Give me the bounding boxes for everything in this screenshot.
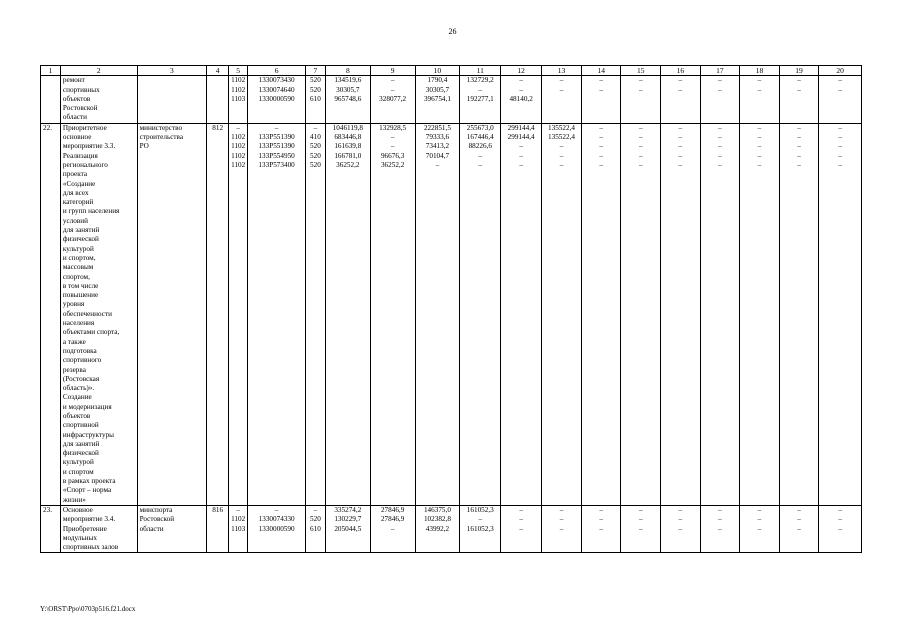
value-cell: – (797, 151, 801, 160)
value-cell: 135522,4 (548, 123, 575, 132)
value-cell: – (718, 515, 722, 524)
value-cell: – (797, 515, 801, 524)
value-column (700, 76, 740, 123)
value-cell: – (718, 505, 722, 514)
value-column (415, 76, 460, 123)
value-cell: – (718, 76, 722, 85)
header-cell: 5 (229, 66, 248, 76)
header-cell: 14 (581, 66, 621, 76)
header-cell: 1 (41, 66, 61, 76)
value-cell: – (678, 85, 683, 94)
value-cell: 520 (310, 85, 321, 94)
value-cell: 1102 (231, 142, 246, 151)
value-cell: – (638, 76, 643, 85)
value-cell: – (838, 76, 842, 85)
value-column (370, 505, 415, 552)
value-cell: – (718, 160, 722, 169)
value-cell (742, 95, 777, 104)
value-cell: – (599, 515, 603, 524)
value-column (621, 76, 661, 123)
value-cell: – (718, 133, 722, 142)
value-cell: – (559, 505, 564, 514)
value-cell: – (757, 160, 762, 169)
value-cell (663, 95, 698, 104)
value-cell: – (559, 76, 564, 85)
value-cell: – (638, 142, 643, 151)
value-cell: 132928,5 (379, 123, 407, 132)
header-cell: 13 (542, 66, 582, 76)
value-column (621, 505, 661, 552)
value-cell: 520 (310, 515, 321, 524)
table-row (41, 505, 862, 552)
value-cell: 520 (310, 76, 321, 85)
value-cell: – (519, 160, 523, 169)
value-cell: 48140,2 (509, 94, 533, 103)
value-cell: – (797, 524, 801, 533)
value-cell: – (599, 133, 603, 142)
value-cell: – (838, 505, 842, 514)
value-cell: 299144,4 (507, 123, 535, 132)
header-cell: 17 (700, 66, 740, 76)
measure-name: ремонт спортивных объектов Ростовской области (60, 76, 137, 123)
measure-name: Приоритетное основное мероприятие 3.3. Реализация регионального проекта «Создание для всех категорий и групп населения условий для занятий физической культурой и спортом, массовым спортом, в том числе повышение уровня обеспеченности населения объектами спорта, а также подготовка спортивного резерва (Ростовская область)». Создание и модернизация объектов спортивной инфраструктуры для занятий физической культурой и спортом в рамках проекта «Спорт – норма жизни» (60, 123, 137, 505)
value-column (661, 505, 701, 552)
value-cell: – (838, 160, 842, 169)
value-cell: – (757, 142, 762, 151)
header-cell: 3 (137, 66, 207, 76)
value-column (581, 123, 621, 505)
page-number: 26 (448, 27, 457, 36)
value-cell: – (390, 133, 395, 142)
grbs-code: 816 (207, 505, 229, 552)
value-cell: – (797, 505, 801, 514)
value-cell: – (274, 123, 279, 132)
value-cell: – (757, 133, 762, 142)
value-cell: – (678, 142, 683, 151)
value-cell: – (478, 151, 483, 160)
value-cell: – (559, 85, 564, 94)
value-column (370, 76, 415, 123)
value-column (248, 123, 306, 505)
header-cell: 6 (248, 66, 306, 76)
value-column (325, 505, 370, 552)
value-cell (782, 95, 817, 104)
value-column (700, 505, 740, 552)
value-cell: – (678, 123, 683, 132)
value-cell: – (757, 76, 762, 85)
header-cell: 4 (207, 66, 229, 76)
value-cell: 88226,6 (468, 142, 492, 151)
header-cell: 16 (661, 66, 701, 76)
value-cell: 328077,2 (379, 94, 407, 103)
value-cell: – (718, 524, 722, 533)
value-cell: – (797, 133, 801, 142)
value-cell: 134519,6 (334, 76, 362, 85)
value-column (740, 505, 780, 552)
value-cell: 161052,3 (466, 505, 494, 514)
footer-path: Y:\ORST\Ppo\0703p516.f21.docx (40, 605, 136, 613)
value-column (542, 123, 582, 505)
value-cell: 520 (310, 142, 321, 151)
row-number: 22. (41, 123, 61, 505)
value-cell: – (599, 85, 603, 94)
value-cell: – (638, 515, 643, 524)
value-cell: – (236, 123, 240, 132)
value-cell: 683446,8 (334, 133, 362, 142)
value-column (501, 505, 542, 552)
measure-name: Основное мероприятие 3.4. Приобретение модульных спортивных залов (60, 505, 137, 552)
value-cell: 255673,0 (466, 123, 494, 132)
value-cell: 161639,8 (334, 142, 362, 151)
value-cell: – (678, 505, 683, 514)
grbs-code (207, 76, 229, 123)
value-cell: – (757, 123, 762, 132)
value-cell: – (559, 515, 564, 524)
value-cell: – (435, 160, 440, 169)
value-cell: 520 (310, 151, 321, 160)
header-cell: 18 (740, 66, 780, 76)
value-cell: 70104,7 (425, 151, 450, 160)
value-column (229, 505, 248, 552)
value-cell: – (599, 505, 603, 514)
value-cell: – (478, 85, 483, 94)
value-column (305, 505, 325, 552)
value-column (305, 76, 325, 123)
value-cell: – (390, 85, 395, 94)
value-cell: – (519, 515, 523, 524)
value-cell: 299144,4 (507, 133, 535, 142)
value-cell: 133P573400 (258, 160, 295, 169)
value-column (415, 505, 460, 552)
value-cell: 135522,4 (548, 133, 575, 142)
executor: министерство строительства РО (137, 123, 207, 505)
value-cell: 205044,5 (334, 524, 362, 533)
executor (137, 76, 207, 123)
value-cell: 1103 (231, 524, 246, 533)
value-cell: – (638, 85, 643, 94)
value-cell: – (797, 85, 801, 94)
value-cell: 96676,3 (380, 151, 405, 160)
value-cell: 1330000590 (258, 94, 295, 103)
header-cell: 12 (501, 66, 542, 76)
value-cell: – (678, 515, 683, 524)
value-column (819, 76, 862, 123)
value-cell: – (559, 160, 564, 169)
value-cell (821, 95, 859, 104)
value-cell: 410 (310, 133, 321, 142)
value-cell: – (838, 515, 842, 524)
value-column (779, 76, 819, 123)
grbs-code: 812 (207, 123, 229, 505)
value-column (415, 123, 460, 505)
value-column (621, 123, 661, 505)
value-column (248, 505, 306, 552)
value-cell: – (638, 524, 643, 533)
value-cell: 1330073430 (258, 76, 295, 85)
value-cell (703, 95, 738, 104)
value-cell: 43992,2 (425, 524, 450, 533)
header-cell: 11 (460, 66, 501, 76)
table-row (41, 123, 862, 505)
value-cell: – (757, 505, 762, 514)
value-cell: – (797, 142, 801, 151)
value-cell: – (838, 524, 842, 533)
value-cell: 30305,7 (336, 85, 360, 94)
header-row (41, 66, 862, 76)
value-cell: 161052,3 (466, 524, 494, 533)
value-cell: – (838, 142, 842, 151)
value-cell: – (236, 505, 240, 514)
value-column (460, 505, 501, 552)
value-column (661, 123, 701, 505)
header-cell: 10 (415, 66, 460, 76)
header-cell: 7 (305, 66, 325, 76)
value-column (460, 76, 501, 123)
value-cell: – (519, 76, 523, 85)
value-cell: – (638, 133, 643, 142)
value-cell: 102382,8 (423, 515, 451, 524)
header-cell: 20 (819, 66, 862, 76)
value-cell: – (519, 505, 523, 514)
value-cell: – (838, 133, 842, 142)
value-cell: – (678, 524, 683, 533)
value-cell (584, 95, 619, 104)
value-column (542, 76, 582, 123)
value-column (661, 76, 701, 123)
budget-table (40, 65, 862, 553)
value-cell: – (274, 505, 279, 514)
row-number (41, 76, 61, 123)
value-column (460, 123, 501, 505)
value-cell: – (390, 76, 395, 85)
value-cell: – (838, 85, 842, 94)
value-cell: 335274,2 (334, 505, 362, 514)
value-cell: 27846,9 (380, 515, 405, 524)
value-cell: – (638, 123, 643, 132)
value-column (501, 123, 542, 505)
value-cell: 27846,9 (380, 505, 405, 514)
value-cell: 1046119,8 (332, 123, 363, 132)
value-column (370, 123, 415, 505)
value-cell: 146375,0 (423, 505, 451, 514)
value-cell: – (718, 85, 722, 94)
value-cell: 222851,5 (423, 123, 451, 132)
value-cell: – (838, 123, 842, 132)
value-cell: 133P554950 (258, 151, 295, 160)
value-cell: – (599, 123, 603, 132)
value-cell: 130229,7 (334, 515, 362, 524)
value-cell: – (718, 142, 722, 151)
value-cell: – (757, 85, 762, 94)
value-cell: 1103 (231, 94, 246, 103)
value-cell: – (559, 151, 564, 160)
row-number: 23. (41, 505, 61, 552)
value-column (305, 123, 325, 505)
value-column (779, 123, 819, 505)
value-cell: – (757, 515, 762, 524)
value-cell: – (390, 142, 395, 151)
value-cell (623, 95, 658, 104)
value-cell: 396754,1 (423, 94, 451, 103)
value-cell: 167446,4 (466, 133, 494, 142)
value-cell: – (797, 123, 801, 132)
value-cell: – (757, 524, 762, 533)
value-cell: 1102 (231, 76, 246, 85)
value-cell: – (599, 160, 603, 169)
value-cell: – (797, 160, 801, 169)
value-cell: 1330074640 (258, 85, 295, 94)
value-cell: 166781,0 (334, 151, 362, 160)
value-cell: – (390, 524, 395, 533)
value-column (325, 76, 370, 123)
value-cell: – (478, 515, 483, 524)
value-column (819, 505, 862, 552)
value-cell: – (599, 524, 603, 533)
value-cell: – (519, 142, 523, 151)
value-cell: – (838, 151, 842, 160)
table-row (41, 76, 862, 123)
value-cell: – (678, 76, 683, 85)
value-cell: – (638, 151, 643, 160)
value-column (779, 505, 819, 552)
value-cell: – (638, 160, 643, 169)
value-cell: 79333,6 (425, 133, 450, 142)
value-cell: 1330000590 (258, 524, 295, 533)
value-cell: – (519, 151, 523, 160)
value-column (501, 76, 542, 123)
value-cell: 610 (310, 524, 321, 533)
value-cell: – (678, 151, 683, 160)
value-column (740, 123, 780, 505)
header-cell: 15 (621, 66, 661, 76)
value-cell: – (599, 151, 603, 160)
value-cell: – (559, 142, 564, 151)
value-cell: – (559, 524, 564, 533)
value-cell: 1330074330 (258, 515, 295, 524)
value-column (700, 123, 740, 505)
value-column (325, 123, 370, 505)
value-column (819, 123, 862, 505)
value-cell: – (718, 151, 722, 160)
value-cell: – (797, 76, 801, 85)
value-cell: – (638, 505, 643, 514)
executor: минспорта Ростовской области (137, 505, 207, 552)
value-cell: 1102 (231, 151, 246, 160)
value-cell: – (757, 151, 762, 160)
value-cell (544, 95, 579, 104)
value-cell: 520 (310, 160, 321, 169)
value-column (542, 505, 582, 552)
value-cell: – (678, 160, 683, 169)
value-cell: – (519, 85, 523, 94)
value-cell: – (313, 505, 318, 514)
value-cell: 36252,2 (380, 160, 405, 169)
value-cell: – (599, 142, 603, 151)
value-column (581, 76, 621, 123)
value-cell: 1102 (231, 160, 246, 169)
value-cell: 30305,7 (425, 85, 450, 94)
value-cell: 36252,2 (336, 160, 360, 169)
header-cell: 2 (60, 66, 137, 76)
value-column (581, 505, 621, 552)
value-cell: – (519, 524, 523, 533)
value-column (229, 76, 248, 123)
value-cell: 1102 (231, 133, 246, 142)
value-cell: – (478, 160, 483, 169)
value-cell: – (313, 123, 318, 132)
header-cell: 19 (779, 66, 819, 76)
value-cell: – (718, 123, 722, 132)
header-cell: 8 (325, 66, 370, 76)
value-cell: 610 (310, 94, 321, 103)
value-cell: 1102 (231, 515, 246, 524)
value-cell: 1102 (231, 85, 246, 94)
value-cell: 73413,2 (425, 142, 450, 151)
value-cell: 133P551390 (258, 142, 295, 151)
value-cell: 965748,6 (334, 94, 362, 103)
value-cell: 1790,4 (427, 76, 448, 85)
value-cell: – (678, 133, 683, 142)
value-cell: 192277,1 (466, 94, 494, 103)
value-cell: 133P551390 (258, 133, 295, 142)
header-cell: 9 (370, 66, 415, 76)
value-column (248, 76, 306, 123)
value-cell: 132729,2 (466, 76, 494, 85)
value-cell: – (599, 76, 603, 85)
value-column (229, 123, 248, 505)
value-column (740, 76, 780, 123)
